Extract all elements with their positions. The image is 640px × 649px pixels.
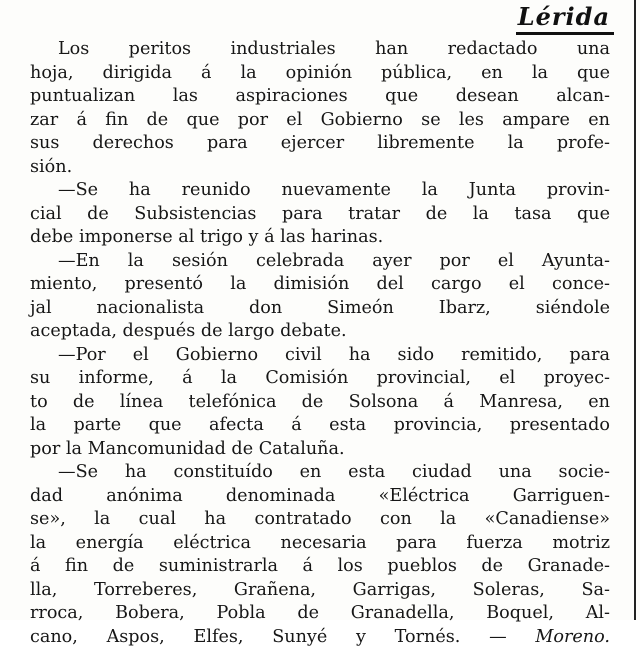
text-line: cano, Aspos, Elfes, Sunyé y Tornés. — [30, 627, 460, 647]
text-line: cial de Subsistencias para tratar de la tasa que — [30, 203, 610, 227]
text-line: lla, Torreberes, Grañena, Garrigas, Soleras, Sa- — [30, 579, 610, 603]
author-signature: — Moreno. — [489, 627, 610, 647]
text-line: zar á fin de que por el Gobierno se les ampare en — [30, 109, 610, 133]
text-line: —Por el Gobierno civil ha sido remitido, para — [30, 344, 610, 368]
article-body — [30, 38, 610, 649]
text-line: sión. — [30, 156, 610, 180]
text-line: la energía eléctrica necesaria para fuerza motriz — [30, 532, 610, 556]
paragraph — [30, 344, 610, 462]
text-line: —Se ha reunido nuevamente la Junta provin- — [30, 179, 610, 203]
text-line: puntualizan las aspiraciones que desean alcan- — [30, 85, 610, 109]
text-line: su informe, á la Comisión provincial, el proyec- — [30, 367, 610, 391]
final-line-with-signature — [30, 626, 610, 649]
text-line: to de línea telefónica de Solsona á Manresa, en — [30, 391, 610, 415]
text-line: —En la sesión celebrada ayer por el Ayunta- — [30, 250, 610, 274]
text-line: miento, presentó la dimisión del cargo el conce- — [30, 273, 610, 297]
text-line: hoja, dirigida á la opinión pública, en la que — [30, 62, 610, 86]
text-line: por la Mancomunidad de Cataluña. — [30, 438, 610, 462]
text-line: la parte que afecta á esta provincia, presentado — [30, 414, 610, 438]
heading-underline — [516, 32, 614, 35]
text-line: dad anónima denominada «Eléctrica Garriguen- — [30, 485, 610, 509]
paragraph — [30, 461, 610, 649]
paragraph — [30, 179, 610, 250]
paragraph — [30, 38, 610, 179]
text-line: aceptada, después de largo debate. — [30, 320, 610, 344]
column-rule — [634, 0, 636, 620]
section-heading: Lérida — [518, 2, 610, 31]
text-line: —Se ha constituído en esta ciudad una socie- — [30, 461, 610, 485]
text-line: debe imponerse al trigo y á las harinas. — [30, 226, 610, 250]
text-line: se», la cual ha contratado con la «Canadiense» — [30, 508, 610, 532]
text-line: jal nacionalista don Simeón Ibarz, siéndole — [30, 297, 610, 321]
text-line: rroca, Bobera, Pobla de Granadella, Boquel, Al- — [30, 602, 610, 626]
paragraph — [30, 250, 610, 344]
text-line: sus derechos para ejercer libremente la profe- — [30, 132, 610, 156]
text-line: Los peritos industriales han redactado una — [30, 38, 610, 62]
text-line: á fin de suministrarla á los pueblos de Granade- — [30, 555, 610, 579]
